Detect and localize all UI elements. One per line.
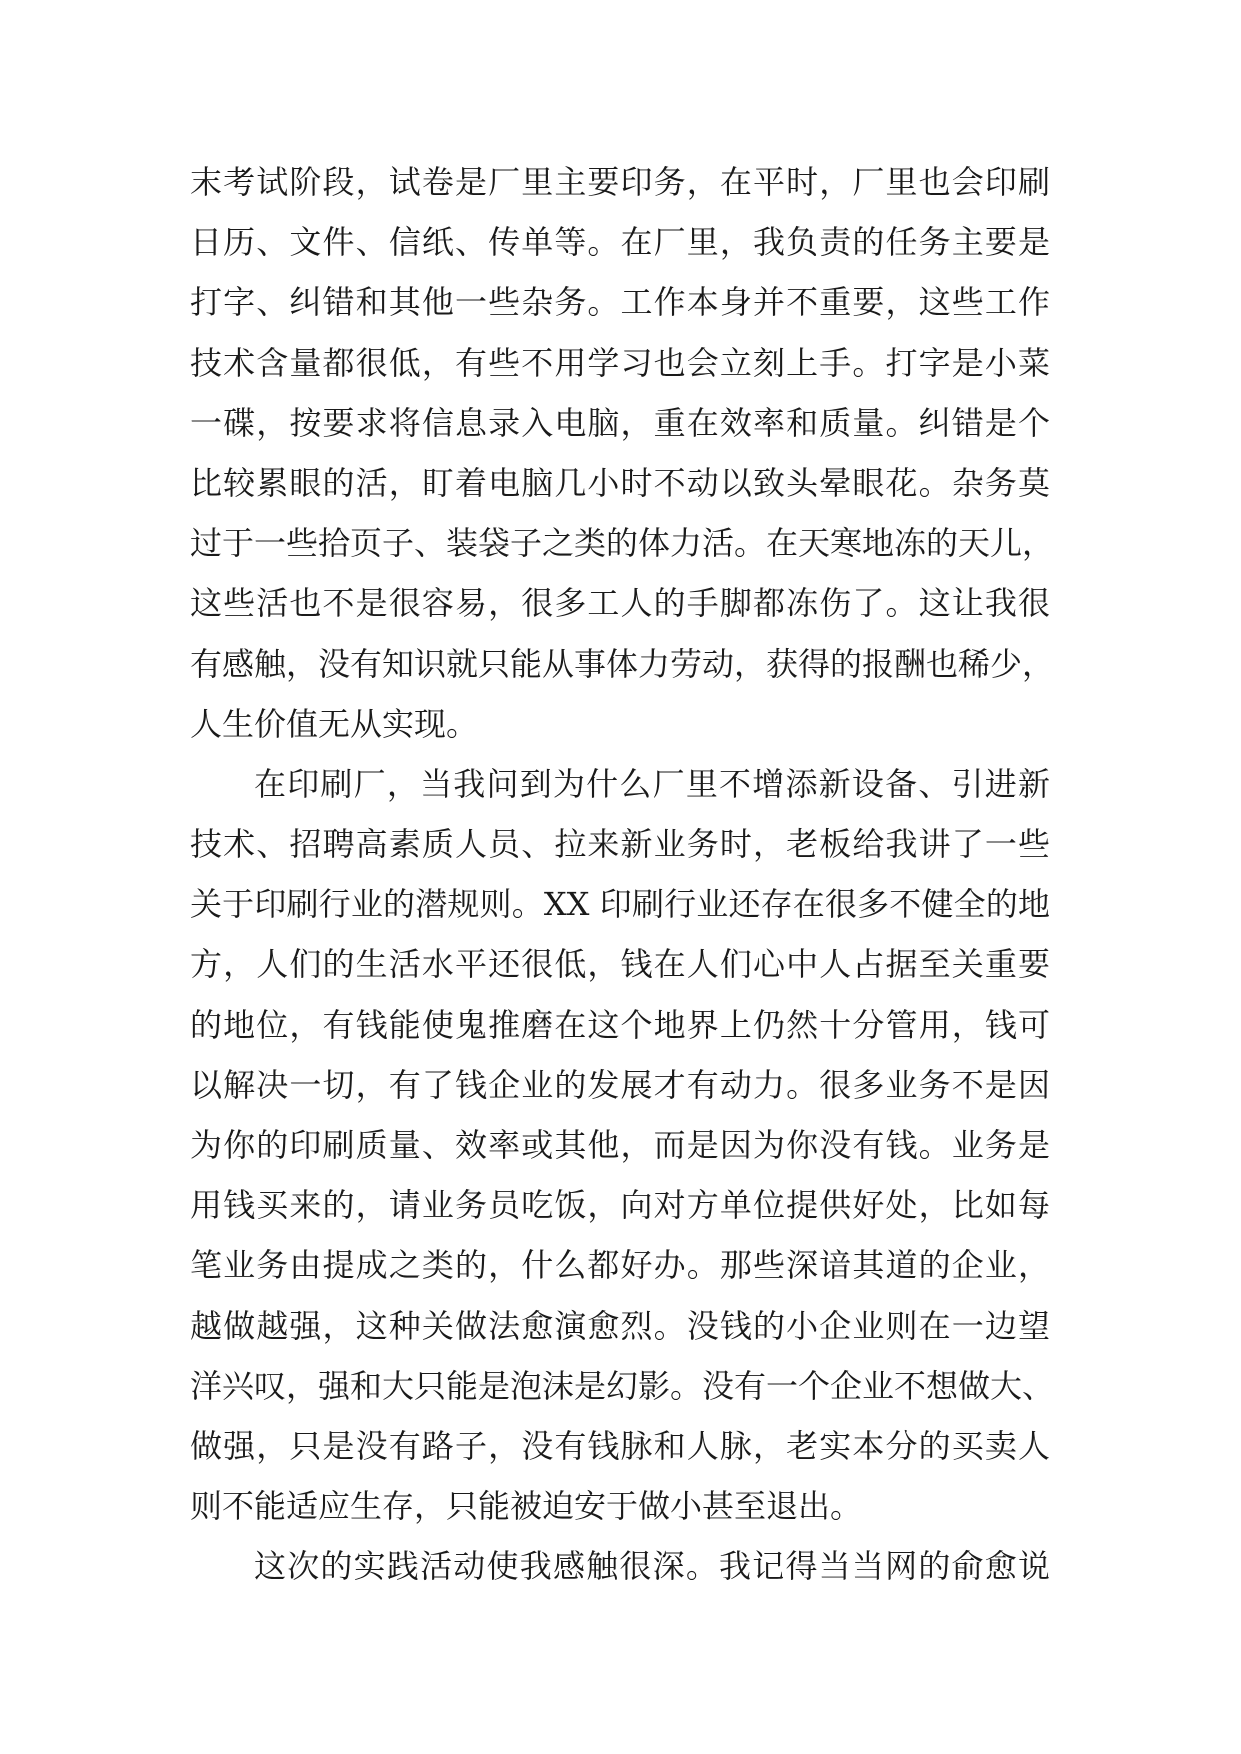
paragraph-3 bbox=[190, 1536, 1050, 1596]
text-line: 技术、招聘高素质人员、拉来新业务时，老板给我讲了一些 bbox=[190, 825, 1050, 864]
text-line: 有感触，没有知识就只能从事体力劳动，获得的报酬也稀少， bbox=[190, 644, 1055, 683]
text-line: 过于一些拾页子、装袋子之类的体力活。在天寒地冻的天儿， bbox=[190, 524, 1055, 563]
text-line: 在印刷厂，当我问到为什么厂里不增添新设备、引进新 bbox=[254, 764, 1050, 803]
text-line: 做强，只是没有路子，没有钱脉和人脉，老实本分的买卖人 bbox=[190, 1426, 1050, 1465]
text-line: 人生价值无从实现。 bbox=[190, 704, 479, 743]
text-line: 洋兴叹，强和大只能是泡沫是幻影。没有一个企业不想做大、 bbox=[190, 1366, 1055, 1405]
document-body bbox=[190, 152, 1055, 1597]
text-line: 的地位，有钱能使鬼推磨在这个地界上仍然十分管用，钱可 bbox=[190, 1005, 1050, 1044]
text-line: 打字、纠错和其他一些杂务。工作本身并不重要，这些工作 bbox=[190, 283, 1050, 322]
text-line: 为你的印刷质量、效率或其他，而是因为你没有钱。业务是 bbox=[190, 1126, 1050, 1164]
text-line: 技术含量都很低，有些不用学习也会立刻上手。打字是小菜 bbox=[190, 343, 1050, 382]
text-line: 这次的实践活动使我感触很深。我记得当当网的俞愈说 bbox=[254, 1547, 1050, 1586]
paragraph-2 bbox=[190, 754, 1055, 1536]
paragraph-1 bbox=[190, 152, 1055, 754]
text-line: 笔业务由提成之类的，什么都好办。那些深谙其道的企业， bbox=[190, 1246, 1050, 1285]
text-line: 以解决一切，有了钱企业的发展才有动力。很多业务不是因 bbox=[190, 1065, 1050, 1104]
text-line: 用钱买来的，请业务员吃饭，向对方单位提供好处，比如每 bbox=[190, 1186, 1050, 1225]
text-line: 末考试阶段，试卷是厂里主要印务，在平时，厂里也会印刷 bbox=[190, 163, 1050, 201]
text-line: 一碟，按要求将信息录入电脑，重在效率和质量。纠错是个 bbox=[190, 403, 1050, 442]
text-line: 则不能适应生存，只能被迫安于做小甚至退出。 bbox=[190, 1487, 863, 1526]
text-line: 方，人们的生活水平还很低，钱在人们心中人占据至关重要 bbox=[190, 945, 1050, 984]
text-line: 关于印刷行业的潜规则。XX 印刷行业还存在很多不健全的地 bbox=[190, 885, 1050, 924]
text-line: 日历、文件、信纸、传单等。在厂里，我负责的任务主要是 bbox=[190, 223, 1050, 262]
text-line: 越做越强，这种关做法愈演愈烈。没钱的小企业则在一边望 bbox=[190, 1306, 1050, 1345]
text-line: 比较累眼的活，盯着电脑几小时不动以致头晕眼花。杂务莫 bbox=[190, 463, 1050, 502]
text-line: 这些活也不是很容易，很多工人的手脚都冻伤了。这让我很 bbox=[190, 584, 1050, 623]
